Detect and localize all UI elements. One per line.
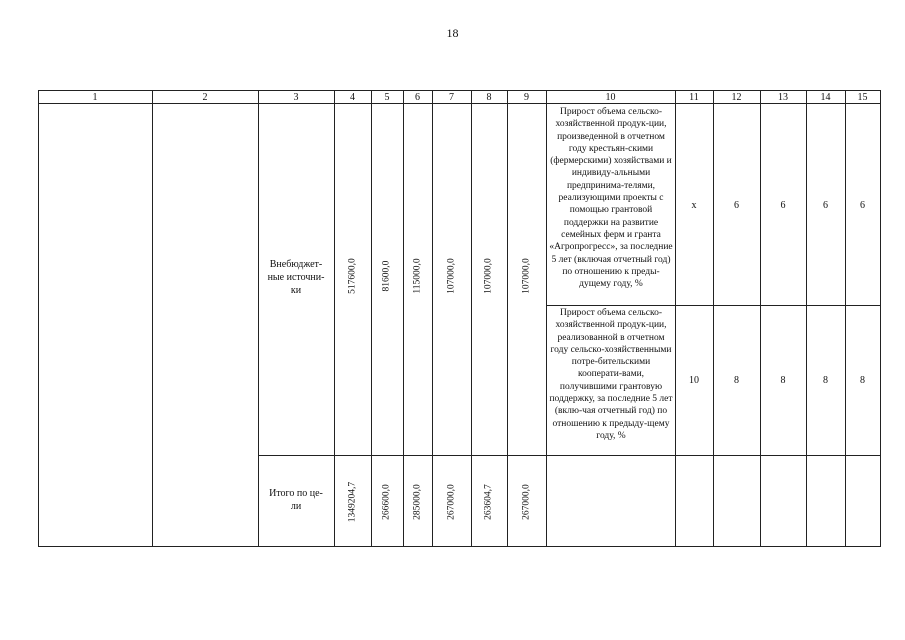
indicator-value: 8	[734, 375, 739, 386]
col-line	[507, 90, 508, 547]
indicator-value: 6	[780, 200, 786, 211]
column-number: 3	[293, 92, 299, 103]
indicator-value: 8	[780, 375, 786, 386]
indicator-value: 6	[860, 200, 865, 211]
column-number: 12	[731, 92, 742, 103]
column-number: 13	[778, 92, 788, 103]
col-line	[371, 90, 372, 547]
amount-cell: 267000,0	[446, 484, 457, 520]
col-line	[845, 90, 846, 547]
total-row-divider	[258, 455, 881, 456]
col-line	[334, 90, 335, 547]
indicator-value: 10	[689, 375, 699, 386]
amount-cell: 517600,0	[347, 258, 358, 294]
amount-cell: 81600,0	[381, 260, 392, 292]
column-number: 8	[486, 92, 492, 103]
table-bottom-border	[38, 546, 881, 547]
source-label: Внебюджет-ные источни-ки	[267, 259, 325, 296]
column-number: 9	[524, 92, 529, 103]
col-line	[760, 90, 761, 547]
amount-cell: 263604,7	[483, 484, 494, 520]
amount-cell: 266600,0	[381, 484, 392, 520]
indicator-value: 8	[823, 375, 828, 386]
col-line	[38, 90, 39, 547]
column-number: 15	[857, 92, 868, 103]
col-line	[546, 90, 547, 547]
indicator-value: 6	[823, 200, 828, 211]
col-line	[432, 90, 433, 547]
col-line	[806, 90, 807, 547]
amount-cell: 107000,0	[446, 258, 457, 294]
col-line	[713, 90, 714, 547]
col-line	[471, 90, 472, 547]
indicator-value: 6	[734, 200, 739, 211]
amount-cell: 1349204,7	[347, 481, 358, 523]
total-label: Итого по це-ли	[269, 488, 323, 512]
column-number: 4	[350, 92, 355, 103]
col-line	[152, 90, 153, 547]
col-line	[403, 90, 404, 547]
indicator-text: Прирост объема сельско-хозяйственной продук-ции, произведенной в отчетном году крестьян-скими (фермерскими) хозяйствами и индивиду-альными предпринима-телями, реализующими проекты с помощью грантовой поддержки на развитие семейных ферм и гранта «Агропрогресс», за последние 5 лет (включая отчетный год) по отношению к преды-дущему году, %	[549, 107, 673, 290]
column-number: 2	[202, 92, 208, 103]
column-number: 7	[449, 92, 454, 103]
column-number: 10	[605, 92, 616, 103]
column-number: 5	[384, 92, 390, 103]
col-line	[880, 90, 881, 547]
column-number: 1	[92, 92, 98, 103]
column-number: 6	[415, 92, 420, 103]
amount-cell: 107000,0	[521, 258, 532, 294]
amount-cell: 115000,0	[412, 258, 423, 294]
indicator-value: x	[691, 200, 697, 211]
amount-cell: 107000,0	[483, 258, 494, 294]
column-number: 14	[820, 92, 831, 103]
col-line	[258, 90, 259, 547]
col-line	[675, 90, 676, 547]
table-top-border	[38, 90, 881, 91]
indicator-text: Прирост объема сельско-хозяйственной продук-ции, реализованной в отчетном году сельско-хозяйственными потре-бительскими кооперати-вами, получившими грантовую поддержку, за последние 5 лет (вклю-чая отчетный год) по отношению к предыду-щему году, %	[549, 308, 673, 441]
column-number: 11	[689, 92, 699, 103]
indicator-value: 8	[860, 375, 865, 386]
page-number: 18	[446, 26, 459, 40]
amount-cell: 285000,0	[412, 484, 423, 520]
amount-cell: 267000,0	[521, 484, 532, 520]
